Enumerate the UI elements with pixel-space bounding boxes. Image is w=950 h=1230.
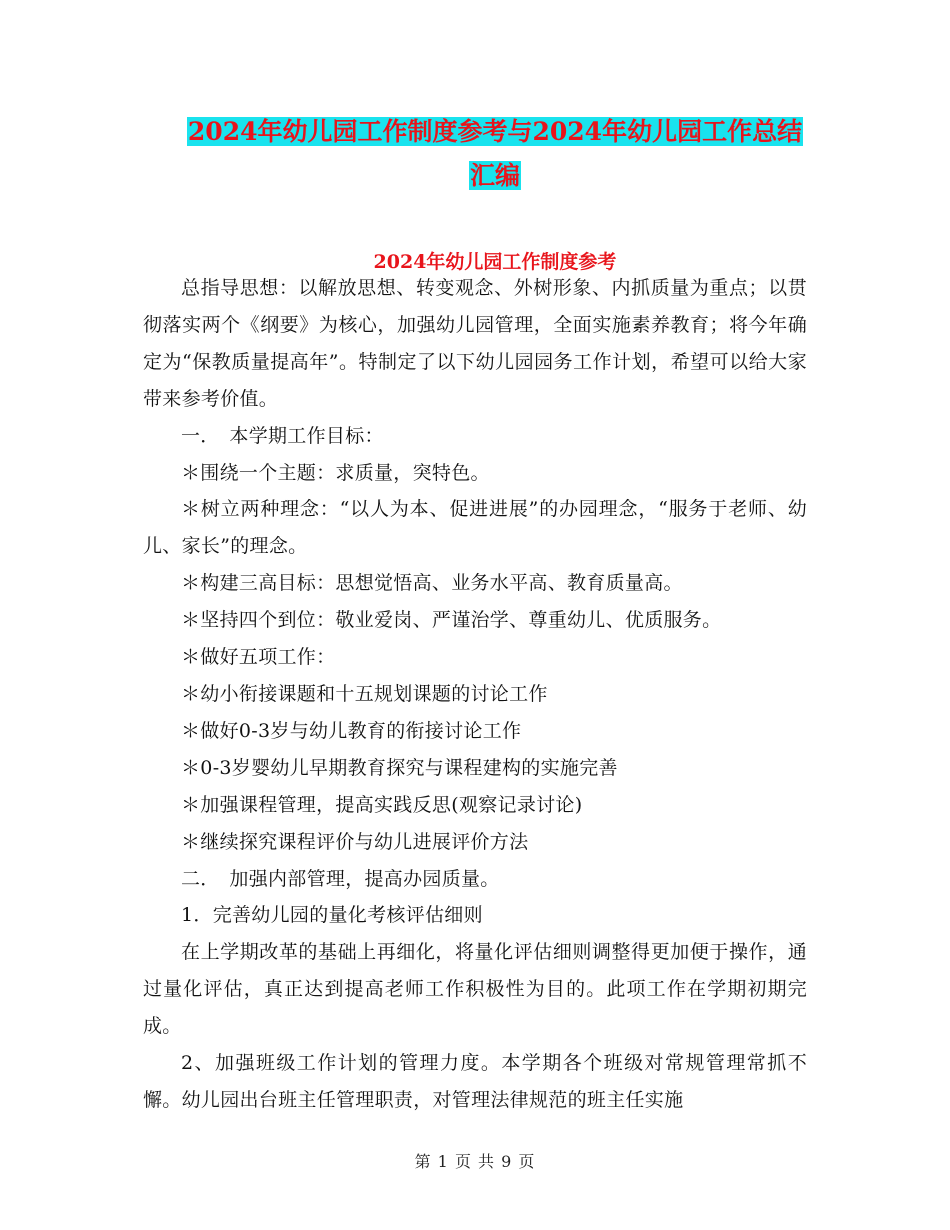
section-subtitle: 2024年幼儿园工作制度参考	[373, 251, 617, 273]
paragraph: 在上学期改革的基础上再细化，将量化评估细则调整得更加便于操作，通过量化评估，真正达到提高老师工作积极性为目的。此项工作在学期初期完成。	[143, 941, 807, 1038]
paragraph: ＊坚持四个到位：敬业爱岗、严谨治学、尊重幼儿、优质服务。	[181, 609, 722, 632]
paragraph: ＊幼小衔接课题和十五规划课题的讨论工作	[181, 682, 548, 705]
document-title-line1: 2024年幼儿园工作制度参考与2024年幼儿园工作总结	[187, 117, 803, 146]
paragraph: ＊做好0-3岁与幼儿教育的衔接讨论工作	[181, 719, 522, 742]
paragraph: 1．完善幼儿园的量化考核评估细则	[181, 904, 483, 927]
paragraph: 一． 本学期工作目标：	[181, 424, 384, 447]
document-body	[143, 270, 807, 1119]
paragraph: 二． 加强内部管理，提高办园质量。	[181, 867, 500, 890]
paragraph: ＊构建三高目标：思想觉悟高、业务水平高、教育质量高。	[181, 572, 683, 595]
paragraph: ＊继续探究课程评价与幼儿进展评价方法	[181, 830, 529, 853]
document-title-line2: 汇编	[469, 161, 520, 190]
paragraph: 总指导思想：以解放思想、转变观念、外树形象、内抓质量为重点；以贯彻落实两个《纲要》为核心，加强幼儿园管理，全面实施素养教育；将今年确定为“保教质量提高年”。特制定了以下幼儿园园务工作计划，希望可以给大家带来参考价值。	[143, 277, 807, 410]
paragraph: ＊围绕一个主题：求质量，突特色。	[181, 461, 490, 484]
paragraph: 2、加强班级工作计划的管理力度。本学期各个班级对常规管理常抓不懈。幼儿园出台班主任管理职责，对管理法律规范的班主任实施	[143, 1052, 807, 1111]
paragraph: ＊做好五项工作：	[181, 646, 336, 669]
paragraph: ＊树立两种理念：“以人为本、促进进展”的办园理念，“服务于老师、幼儿、家长”的理念。	[143, 498, 807, 558]
paragraph: ＊加强课程管理，提高实践反思(观察记录讨论)	[181, 793, 583, 816]
paragraph: ＊0-3岁婴幼儿早期教育探究与课程建构的实施完善	[181, 756, 618, 779]
page-number-footer: 第 1 页 共 9 页	[414, 1152, 536, 1171]
